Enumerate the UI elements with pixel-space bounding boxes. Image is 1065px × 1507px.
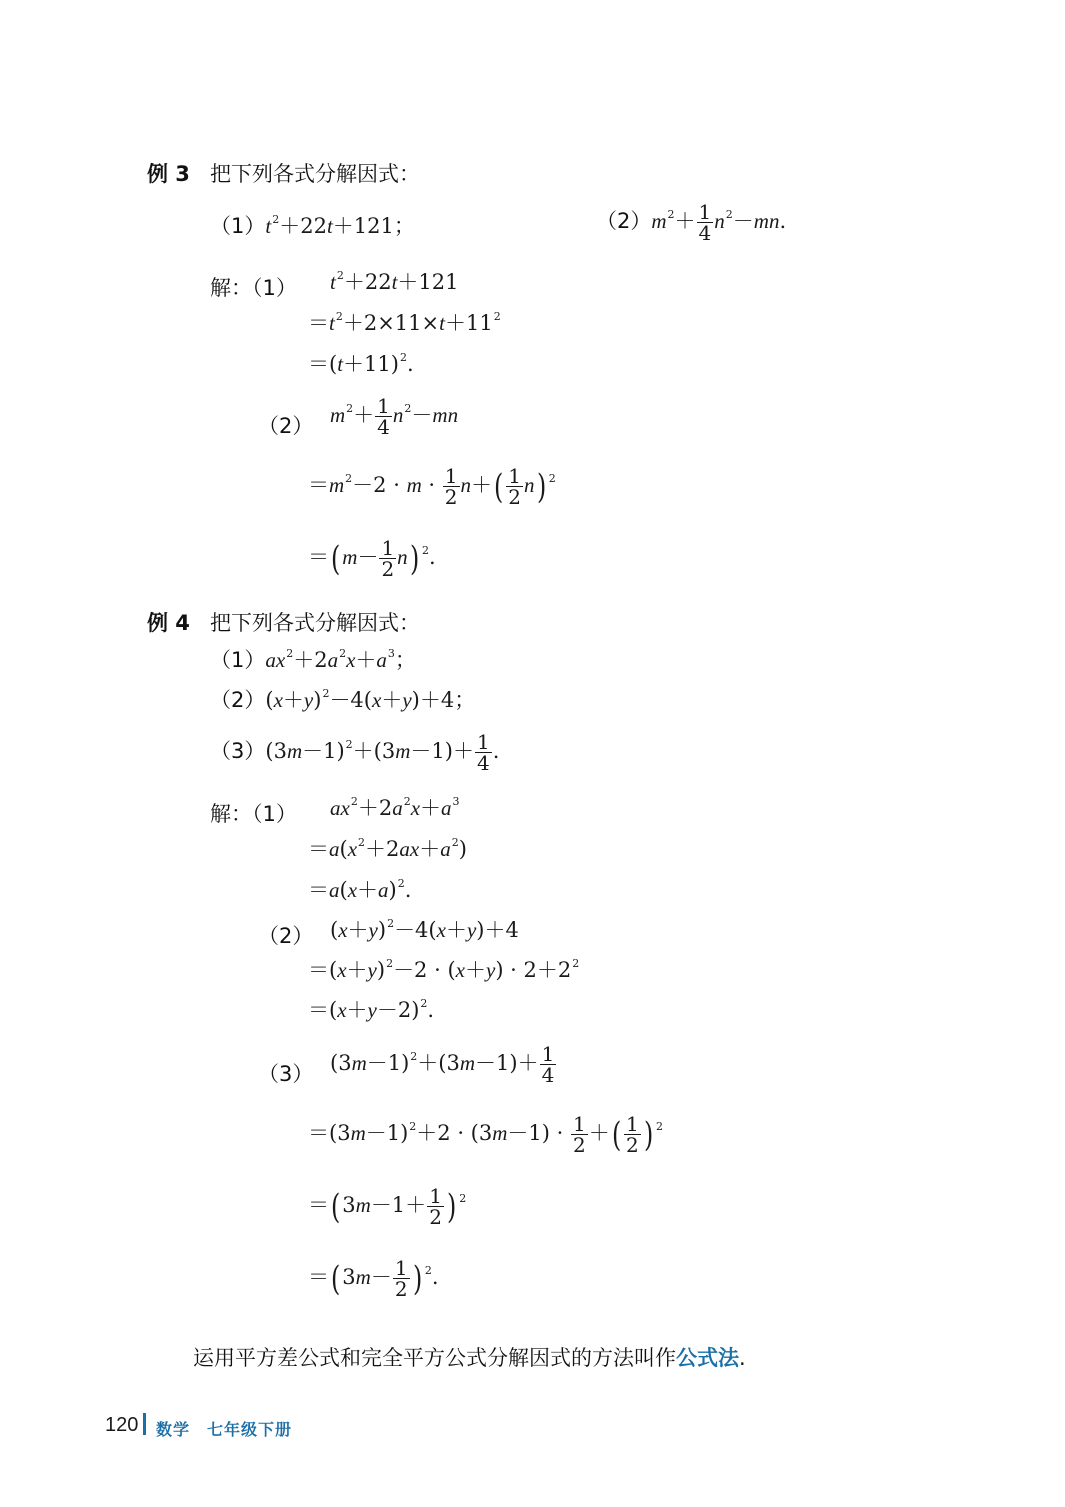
example-3-step-1b: $=t^2+2\times 11\times t+11^2$ <box>308 310 501 335</box>
example-3-step-2a: $m^2+$ $\frac{1}{4}$ $n^2-mn$ <box>330 394 459 439</box>
example-4-problem-1: $(1)ax^2+2a^2x+a^3$； <box>210 647 416 672</box>
example-4-step-2a: $(x+y)^2-4(x+y)+4$ <box>330 917 519 942</box>
example-4-step-1c: $=a(x+a)^2$. <box>308 877 412 902</box>
example-4-problem-2: $(2)(x+y)^2-4(x+y)+4$； <box>210 687 476 712</box>
example-3-step-2b: $=m^2-2 \cdot m$ · $\frac{1}{2}$ n＋( $\frac{1}{2}$ n) $^2$ <box>308 464 556 509</box>
example-3-solution-label: 解：（1） <box>210 276 297 300</box>
example-4-step-3d: ＝(3m－ $\frac{1}{2}$ ) $^2$. <box>308 1256 439 1301</box>
book-title: 数学 七年级下册 <box>156 1420 293 1439</box>
example-4-problem-3: $(3)(3m-1)^2+(3m-1)+$ $\frac{1}{4}$ . <box>210 730 500 775</box>
example-3-label: 例 3 <box>147 162 190 186</box>
example-3-problem-1: $(1)t^2+22t+121$； <box>210 213 415 238</box>
example-3-prompt: 把下列各式分解因式： <box>210 162 420 186</box>
formula-method-definition: 运用平方差公式和完全平方公式分解因式的方法叫作公式法. <box>193 1346 746 1370</box>
example-3-problem-2: $(2)m^2+$ $\frac{1}{4}$ $n^2-mn$. <box>596 200 787 245</box>
example-4-step-3a: $(3m-1)^2+(3m-1)+$ $\frac{1}{4}$ <box>330 1042 555 1087</box>
example-4-step-2c: $=(x+y-2)^2$. <box>308 997 435 1022</box>
footer-divider <box>143 1413 146 1435</box>
example-4-solution-label: 解：（1） <box>210 802 297 826</box>
example-3-step-2c: ＝(m－ $\frac{1}{2}$ n) $^2$. <box>308 536 436 581</box>
page-number: 120 <box>105 1414 139 1436</box>
example-4-step-2b: $=(x+y)^2-2 \cdot (x+y) \cdot 2+2^2$ <box>308 957 580 982</box>
formula-method-term: 公式法 <box>676 1346 739 1370</box>
example-4-step-3c: ＝(3m－1＋ $\frac{1}{2}$ ) $^2$ <box>308 1184 467 1229</box>
example-4-step-3b: $=(3m-1)^2+2 \cdot (3m-1)$ · $\frac{1}{2}$ ＋( $\frac{1}{2}$ ) $^2$ <box>308 1112 664 1157</box>
example-3-step-1c: $=(t+11)^2$. <box>308 351 414 376</box>
example-4-step-1a: $ax^2+2a^2x+a^3$ <box>330 795 460 820</box>
example-3-part-2-label: （2） <box>258 414 314 438</box>
example-4-label: 例 4 <box>147 611 190 635</box>
example-4-part-3-label: （3） <box>258 1062 314 1086</box>
example-4-prompt: 把下列各式分解因式： <box>210 611 420 635</box>
example-4-part-2-label: （2） <box>258 924 314 948</box>
example-3-step-1a: $t^2+22t+121$ <box>330 269 459 294</box>
example-4-step-1b: $=a(x^2+2ax+a^2)$ <box>308 836 467 861</box>
